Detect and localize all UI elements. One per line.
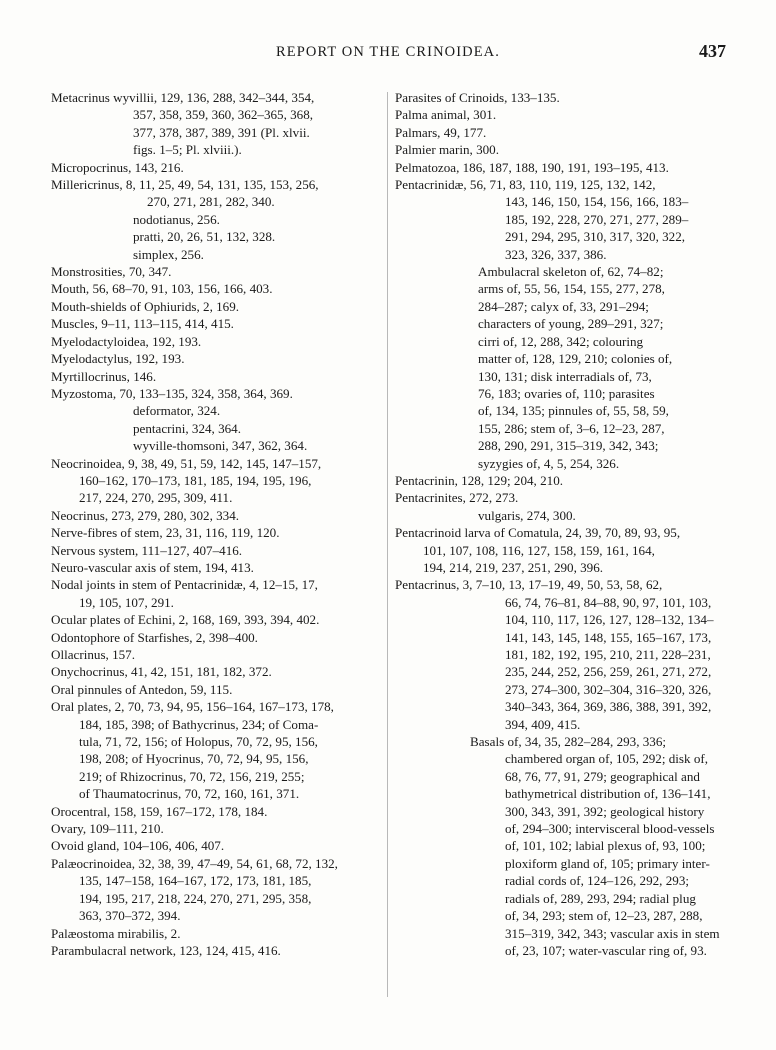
index-line: Palma animal, 301. [395,107,497,123]
index-line: Neocrinoidea, 9, 38, 49, 51, 59, 142, 145, 147–157, [51,455,322,471]
index-line: Micropocrinus, 143, 216. [51,159,184,175]
index-line: Nerve-fibres of stem, 23, 31, 116, 119, 120. [51,525,280,541]
index-line: Nodal joints in stem of Pentacrinidæ, 4, 12–15, 17, [51,577,318,593]
index-line: of, 101, 102; labial plexus of, 93, 100; [505,838,706,854]
index-line: pratti, 20, 26, 51, 132, 328. [133,229,276,245]
index-line: Orocentral, 158, 159, 167–172, 178, 184. [51,803,268,819]
index-line: Myzostoma, 70, 133–135, 324, 358, 364, 369. [51,385,293,401]
index-line: radial cords of, 124–126, 292, 293; [505,873,690,889]
index-line: 141, 143, 145, 148, 155, 165–167, 173, [505,629,712,645]
index-line: Pelmatozoa, 186, 187, 188, 190, 191, 193–195, 413. [395,159,669,175]
index-line: Ocular plates of Echini, 2, 168, 169, 393, 394, 402. [51,612,320,628]
index-line: Pentacrinites, 272, 273. [395,490,519,506]
index-line: Ambulacral skeleton of, 62, 74–82; [478,264,664,280]
index-line: Pentacrinidæ, 56, 71, 83, 110, 119, 125, 132, 142, [395,177,656,193]
column-divider [387,92,388,997]
index-line: 315–319, 342, 343; vascular axis in stem [505,925,720,941]
index-line: Mouth-shields of Ophiurids, 2, 169. [51,298,240,314]
index-line: arms of, 55, 56, 154, 155, 277, 278, [478,281,665,297]
index-line: Pentacrinoid larva of Comatula, 24, 39, 70, 89, 93, 95, [395,525,681,541]
index-line: 270, 271, 281, 282, 340. [147,194,275,210]
index-line: Parasites of Crinoids, 133–135. [395,90,560,105]
index-line: 219; of Rhizocrinus, 70, 72, 156, 219, 255; [79,768,305,784]
index-line: 357, 358, 359, 360, 362–365, 368, [133,107,314,123]
index-line: Metacrinus wyvillii, 129, 136, 288, 342–344, 354, [51,90,315,105]
index-line: 340–343, 364, 369, 386, 388, 391, 392, [505,699,712,715]
index-line: 288, 290, 291, 315–319, 342, 343; [478,438,659,454]
index-line: 217, 224, 270, 295, 309, 411. [79,490,233,506]
index-line: Myelodactyloidea, 192, 193. [51,333,202,349]
index-line: 377, 378, 387, 389, 391 (Pl. xlvii. [133,124,310,140]
index-line: of, 23, 107; water-vascular ring of, 93. [505,942,707,958]
index-line: 155, 286; stem of, 3–6, 12–23, 287, [478,420,665,436]
index-column-left [51,89,381,959]
index-line: pentacrini, 324, 364. [133,420,241,436]
index-line: of, 134, 135; pinnules of, 55, 58, 59, [478,403,669,419]
index-line: radials of, 289, 293, 294; radial plug [505,890,696,906]
index-line: deformator, 324. [133,403,221,419]
index-line: Palæostoma mirabilis, 2. [51,925,181,941]
index-line: 198, 208; of Hyocrinus, 70, 72, 94, 95, 156, [79,751,309,767]
index-line: 300, 343, 391, 392; geological history [505,803,705,819]
index-line: Pentacrinin, 128, 129; 204, 210. [395,472,564,488]
index-line: Ollacrinus, 157. [51,647,136,662]
index-line: 130, 131; disk interradials of, 73, [478,368,652,384]
page-header [50,41,726,66]
index-line: 66, 74, 76–81, 84–88, 90, 97, 101, 103, [505,594,712,610]
index-line: Onychocrinus, 41, 42, 151, 181, 182, 372. [51,664,272,680]
index-line: 194, 214, 219, 237, 251, 290, 396. [423,559,604,575]
index-line: Ovoid gland, 104–106, 406, 407. [51,838,225,854]
index-line: 363, 370–372, 394. [79,908,181,924]
index-line: 19, 105, 107, 291. [79,594,174,610]
index-line: 273, 274–300, 302–304, 316–320, 326, [505,681,712,697]
index-line: 184, 185, 398; of Bathycrinus, 234; of Coma- [79,716,319,732]
index-line: simplex, 256. [133,246,204,262]
index-line: 104, 110, 117, 126, 127, 128–132, 134– [505,612,714,628]
index-line: vulgaris, 274, 300. [478,507,576,523]
index-line: 394, 409, 415. [505,716,581,732]
index-line: tula, 71, 72, 156; of Holopus, 70, 72, 95, 156, [79,734,318,750]
index-line: Pentacrinus, 3, 7–10, 13, 17–19, 49, 50, 53, 58, 62, [395,577,663,593]
index-line: 101, 107, 108, 116, 127, 158, 159, 161, 164, [423,542,655,558]
index-line: characters of young, 289–291, 327; [478,316,664,332]
index-line: Oral plates, 2, 70, 73, 94, 95, 156–164, 167–173, 178, [51,699,334,715]
index-line: 235, 244, 252, 256, 259, 261, 271, 272, [505,664,712,680]
index-line: Monstrosities, 70, 347. [51,264,172,280]
index-line: 323, 326, 337, 386. [505,246,607,262]
index-line: Parambulacral network, 123, 124, 415, 416. [51,942,281,958]
index-line: 185, 192, 228, 270, 271, 277, 289– [505,211,689,227]
index-line: Myelodactylus, 192, 193. [51,351,185,367]
index-line: Palmier marin, 300. [395,142,500,158]
index-line: 68, 76, 77, 91, 279; geographical and [505,768,700,784]
running-title: REPORT ON THE CRINOIDEA. [276,44,500,60]
index-line: Neuro-vascular axis of stem, 194, 413. [51,559,254,575]
page-number: 437 [699,41,726,61]
index-line: Myrtillocrinus, 146. [51,368,157,384]
index-line: 76, 183; ovaries of, 110; parasites [478,385,655,401]
index-line: Ovary, 109–111, 210. [51,821,164,837]
index-line: 291, 294, 295, 310, 317, 320, 322, [505,229,686,245]
index-line: Palæocrinoidea, 32, 38, 39, 47–49, 54, 61, 68, 72, 132, [51,855,338,871]
index-line: nodotianus, 256. [133,211,220,227]
index-line: ploxiform gland of, 105; primary inter- [505,855,710,871]
index-line: Neocrinus, 273, 279, 280, 302, 334. [51,507,240,523]
index-line: Palmars, 49, 177. [395,124,487,140]
index-line: cirri of, 12, 288, 342; colouring [478,333,644,349]
index-line: 181, 182, 192, 195, 210, 211, 228–231, [505,647,711,662]
index-line: Oral pinnules of Antedon, 59, 115. [51,681,233,697]
index-line: 194, 195, 217, 218, 224, 270, 271, 295, 358, [79,890,312,906]
index-line: Odontophore of Starfishes, 2, 398–400. [51,629,258,645]
index-line: matter of, 128, 129, 210; colonies of, [478,351,673,367]
index-line: of Thaumatocrinus, 70, 72, 160, 161, 371. [79,786,300,802]
index-line: 135, 147–158, 164–167, 172, 173, 181, 185, [79,873,312,889]
index-column-right [395,89,730,959]
index-line: Nervous system, 111–127, 407–416. [51,542,243,558]
index-line: chambered organ of, 105, 292; disk of, [505,751,709,767]
index-line: Mouth, 56, 68–70, 91, 103, 156, 166, 403. [51,281,273,297]
index-line: 160–162, 170–173, 181, 185, 194, 195, 196, [79,472,312,488]
index-line: wyville-thomsoni, 347, 362, 364. [133,438,308,454]
index-line: of, 34, 293; stem of, 12–23, 287, 288, [505,908,703,924]
index-line: of, 294–300; intervisceral blood-vessels [505,821,715,837]
index-line: 143, 146, 150, 154, 156, 166, 183– [505,194,689,210]
index-line: bathymetrical distribution of, 136–141, [505,786,711,802]
index-line: Muscles, 9–11, 113–115, 414, 415. [51,316,234,332]
index-line: Millericrinus, 8, 11, 25, 49, 54, 131, 135, 153, 256, [51,177,319,193]
index-line: Basals of, 34, 35, 282–284, 293, 336; [470,734,667,750]
index-line: 284–287; calyx of, 33, 291–294; [478,298,649,314]
index-line: figs. 1–5; Pl. xlviii.). [133,142,242,158]
index-line: syzygies of, 4, 5, 254, 326. [478,455,620,471]
